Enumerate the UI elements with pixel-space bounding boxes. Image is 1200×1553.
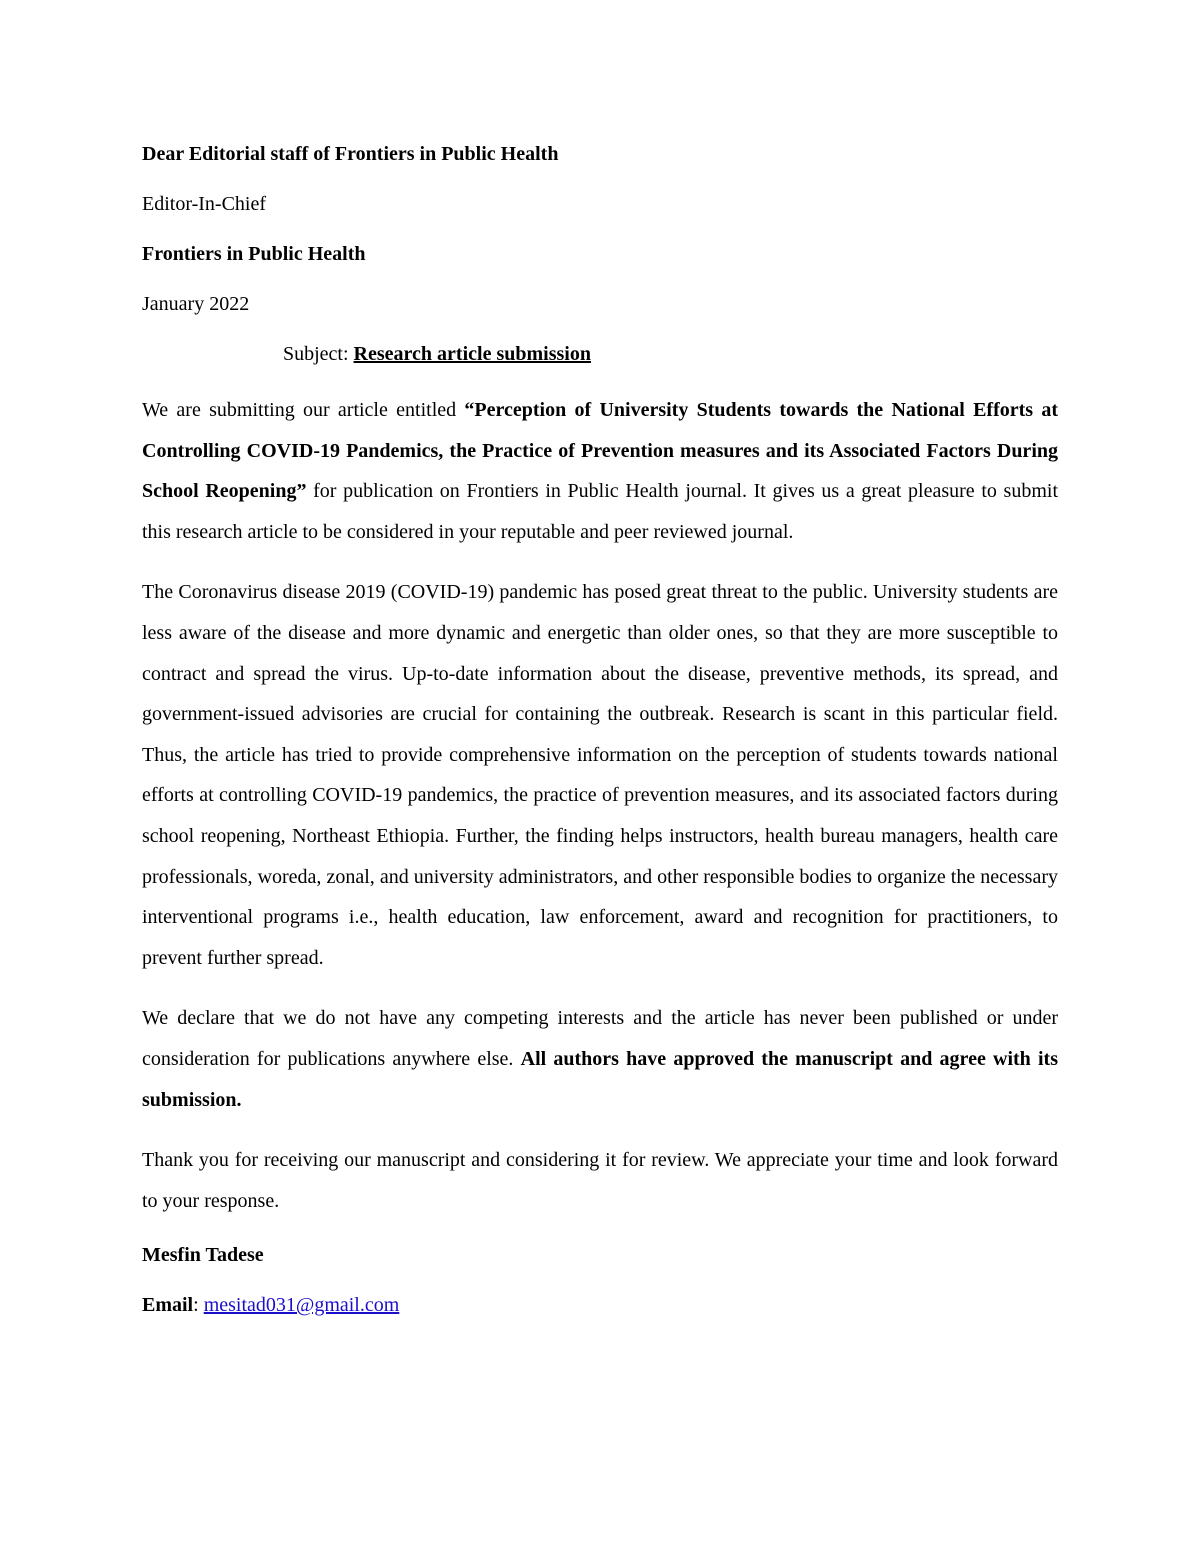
para3-normal: We declare that we do not have any competing interests and the article has never been published or under consideration for publications anywhere else.: [142, 1007, 1058, 1070]
email-separator: :: [193, 1294, 204, 1317]
letter-date: January 2022: [142, 293, 250, 315]
article-title: “Perception of University Students towards the National Efforts at Controlling COVID-19 Pandemics, the Practice of Prevention measures and its Associated Factors During School Reopening”: [142, 399, 1058, 503]
paragraph-submission: [142, 390, 1058, 552]
para1-rest: for publication on Frontiers in Public Health journal. It gives us a great pleasure to submit this research article to be considered in your reputable and peer reviewed journal.: [142, 480, 1058, 543]
paragraph-thanks: Thank you for receiving our manuscript and considering it for review. We appreciate your time and look forward to your response.: [142, 1149, 1058, 1212]
email-line: [142, 1291, 1058, 1319]
signature-name: Mesfin Tadese: [142, 1244, 264, 1267]
subject-value: Research article submission: [353, 343, 591, 365]
letter-body: [142, 140, 1058, 1319]
recipient-title: Editor-In-Chief: [142, 193, 267, 215]
para1-intro: We are submitting our article entitled: [142, 399, 465, 421]
salutation: Dear Editorial staff of Frontiers in Public Health: [142, 143, 559, 165]
email-link[interactable]: mesitad031@gmail.com: [203, 1294, 400, 1317]
paragraph-declaration: [142, 998, 1058, 1120]
subject-label: Subject:: [283, 343, 354, 365]
journal-name: Frontiers in Public Health: [142, 243, 366, 265]
subject-line: [142, 340, 1058, 368]
email-label: Email: [142, 1294, 194, 1317]
paragraph-background: The Coronavirus disease 2019 (COVID-19) pandemic has posed great threat to the public. University students are less aware of the disease and more dynamic and energetic than older ones, so that they are more susceptible to contract and spread the virus. Up-to-date information about the disease, preventive methods, its spread, and government-issued advisories are crucial for containing the outbreak. Research is scant in this particular field. Thus, the article has tried to provide comprehensive information on the perception of students towards national efforts at controlling COVID-19 pandemics, the practice of prevention measures, and its associated factors during school reopening, Northeast Ethiopia. Further, the finding helps instructors, health bureau managers, health care professionals, woreda, zonal, and university administrators, and other responsible bodies to organize the necessary interventional programs i.e., health education, law enforcement, award and recognition for practitioners, to prevent further spread.: [142, 581, 1058, 969]
para3-bold: All authors have approved the manuscript and agree with its submission.: [142, 1047, 1058, 1111]
